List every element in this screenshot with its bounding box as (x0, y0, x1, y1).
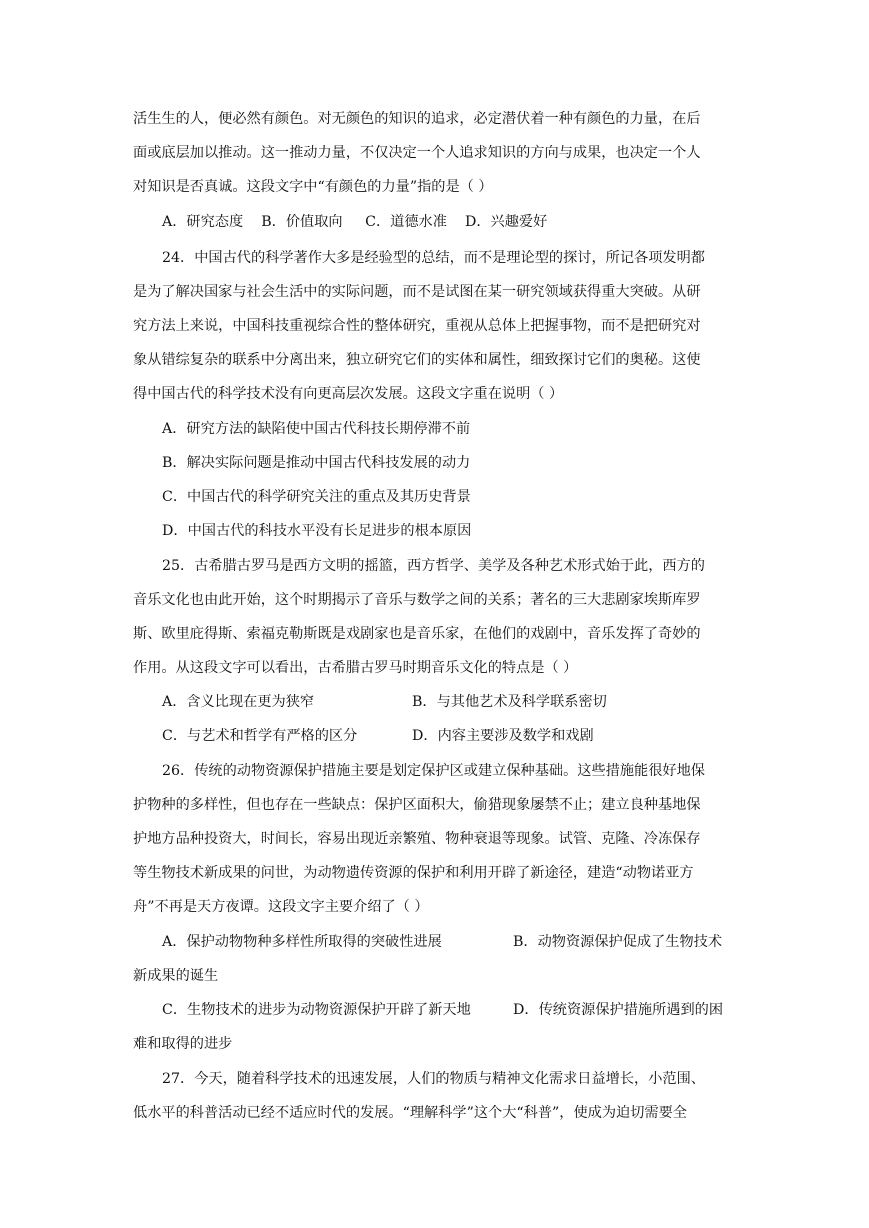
paragraph-line: 低水平的科普活动已经不适应时代的发展。“理解科学”这个大“科普”，使成为迫切需要全 (133, 1105, 687, 1121)
paragraph-line: 究方法上来说，中国科技重视综合性的整体研究，重视从总体上把握事物，而不是把研究对 (133, 318, 701, 334)
paragraph-line: 是为了解决国家与社会生活中的实际问题，而不是试图在某一研究领域获得重大突破。从研 (133, 284, 701, 300)
option-b: B．与其他艺术及科学联系密切 (412, 694, 607, 710)
paragraph-line: 护地方品种投资大，时间长，容易出现近亲繁殖、物种衰退等现象。试管、克隆、冷冻保存 (133, 831, 701, 847)
option-a: A．研究方法的缺陷使中国古代科技长期停滞不前 (162, 421, 471, 437)
paragraph-line: 舟”不再是天方夜谭。这段文字主要介绍了（ ） (133, 899, 429, 915)
option-c: C．中国古代的科学研究关注的重点及其历史背景 (162, 489, 471, 505)
option-a: A．保护动物物种多样性所取得的突破性进展 (162, 934, 442, 950)
paragraph-line: 等生物技术新成果的问世，为动物遗传资源的保护和利用开辟了新途径，建造“动物诺亚方 (133, 865, 694, 881)
option-b-end: 新成果的诞生 (133, 968, 219, 984)
question-27-line: 27．今天，随着科学技术的迅速发展，人们的物质与精神文化需求日益增长，小范围、 (162, 1071, 705, 1087)
answer-options-line: A．研究态度 B．价值取向 C．道德水准 D．兴趣爱好 (162, 214, 548, 230)
paragraph-line: 象从错综复杂的联系中分离出来，独立研究它们的实体和属性，细致探讨它们的奥秘。这使 (133, 352, 701, 368)
option-a: A．含义比现在更为狭窄 (162, 694, 315, 710)
option-c: C．与艺术和哲学有严格的区分 (162, 728, 358, 744)
paragraph-line: 护物种的多样性，但也存在一些缺点：保护区面积大，偷猎现象屡禁不止；建立良种基地保 (133, 797, 701, 813)
paragraph-line: 面或底层加以推动。这一推动力量，不仅决定一个人追求知识的方向与成果，也决定一个人 (133, 145, 701, 161)
option-d-start: D．传统资源保护措施所遇到的困 (513, 1002, 724, 1018)
paragraph-line: 对知识是否真诚。这段文字中“有颜色的力量”指的是（ ） (133, 179, 493, 195)
option-b: B．解决实际问题是推动中国古代科技发展的动力 (162, 455, 471, 471)
paragraph-line: 作用。从这段文字可以看出，古希腊古罗马时期音乐文化的特点是（ ） (133, 660, 578, 676)
question-24-line: 24．中国古代的科学著作大多是经验型的总结，而不是理论型的探讨，所记各项发明都 (162, 250, 705, 266)
option-c: C．生物技术的进步为动物资源保护开辟了新天地 (162, 1002, 471, 1018)
question-26-line: 26．传统的动物资源保护措施主要是划定保护区或建立保种基础。这些措施能很好地保 (162, 763, 705, 779)
option-b-start: B．动物资源保护促成了生物技术 (513, 934, 723, 950)
option-d-end: 难和取得的进步 (133, 1036, 233, 1052)
paragraph-line: 活生生的人，便必然有颜色。对无颜色的知识的追求，必定潜伏着一种有颜色的力量，在后 (133, 111, 701, 127)
option-d: D．中国古代的科技水平没有长足进步的根本原因 (162, 523, 472, 539)
question-25-line: 25．古希腊古罗马是西方文明的摇篮，西方哲学、美学及各种艺术形式始于此，西方的 (162, 558, 705, 574)
paragraph-line: 音乐文化也由此开始，这个时期揭示了音乐与数学之间的关系；著名的三大悲剧家埃斯库罗 (133, 592, 701, 608)
paragraph-line: 斯、欧里庇得斯、索福克勒斯既是戏剧家也是音乐家，在他们的戏剧中，音乐发挥了奇妙的 (133, 626, 701, 642)
option-d: D．内容主要涉及数学和戏剧 (412, 728, 594, 744)
paragraph-line: 得中国古代的科学技术没有向更高层次发展。这段文字重在说明（ ） (133, 386, 564, 402)
